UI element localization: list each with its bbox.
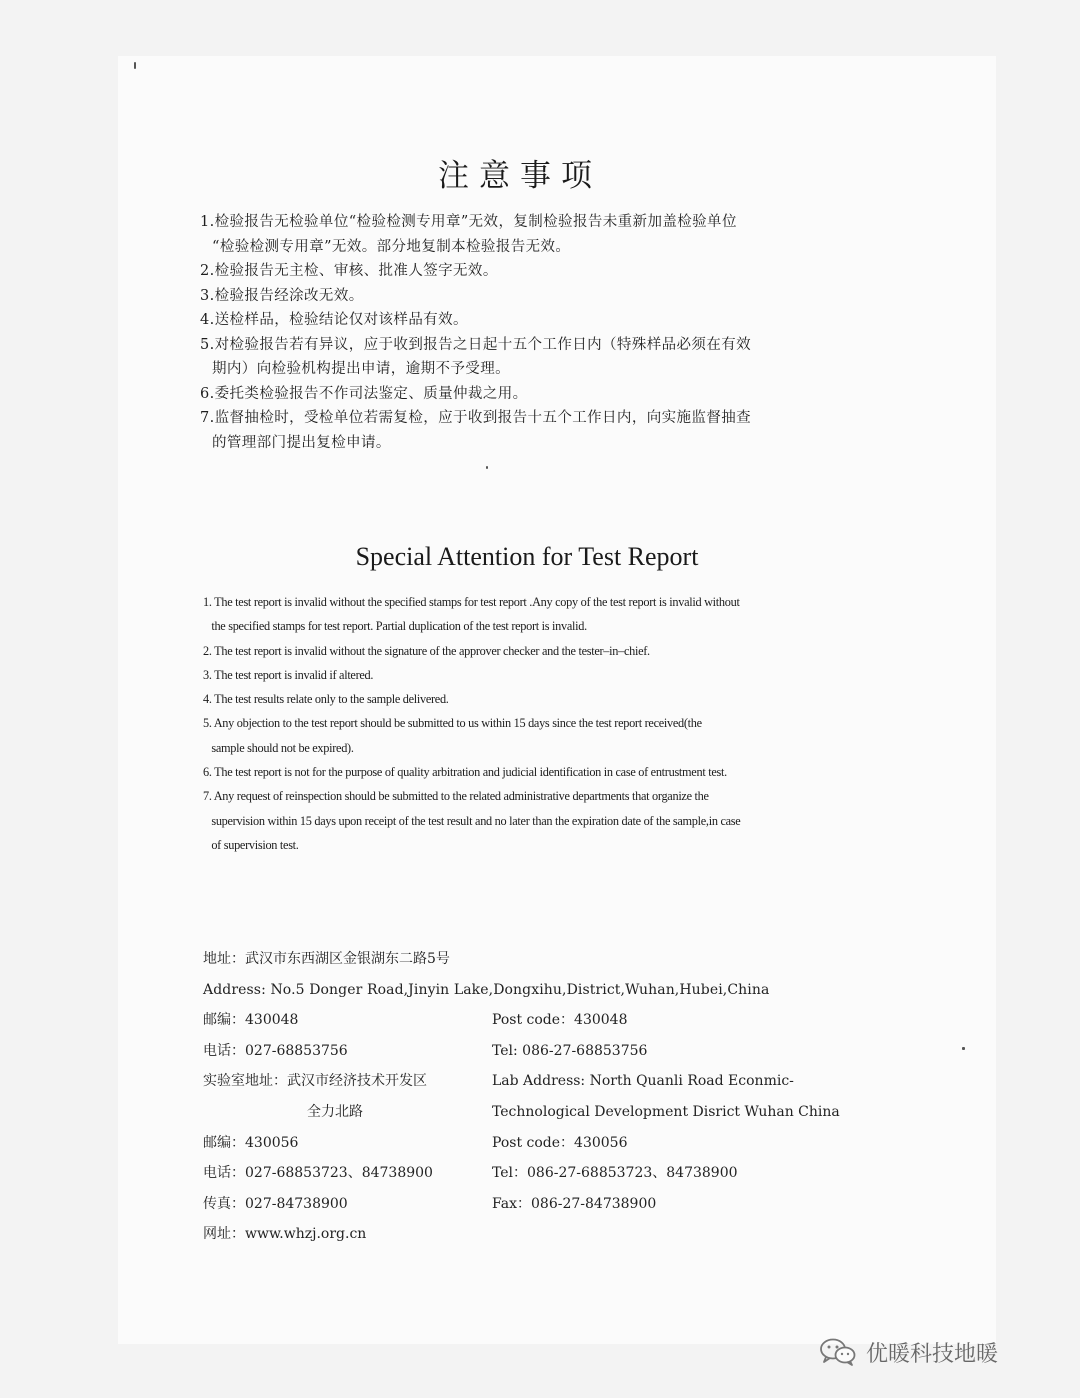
lab-postcode-row xyxy=(203,1128,883,1159)
notice-line-en: 2. The test report is invalid without the signature of the approver checker and the tester–in–chief. xyxy=(203,643,650,658)
fax-cn: 传真：027-84738900 xyxy=(203,1195,348,1212)
notice-title-cn: 注意事项 xyxy=(438,158,602,194)
lab-address-en-cont: Technological Development Disrict Wuhan China xyxy=(492,1103,840,1120)
tel-cn: 电话：027-68853756 xyxy=(203,1042,348,1059)
notice-line-cn: 2.检验报告无主检、审核、批准人签字无效。 xyxy=(200,263,498,279)
postcode-row xyxy=(203,1005,883,1036)
notice-line-cn: 1.检验报告无检验单位“检验检测专用章”无效，复制检验报告未重新加盖检验单位 xyxy=(200,214,737,230)
watermark-text: 优暖科技地暖 xyxy=(866,1341,999,1367)
notice-line-cn: 3.检验报告经涂改无效。 xyxy=(200,287,364,304)
lab-tel-row xyxy=(203,1158,883,1189)
notice-title-en: Special Attention for Test Report xyxy=(355,542,699,571)
notice-line-en: supervision within 15 days upon receipt of the test result and no later than the expiration date of the sample,in case xyxy=(203,813,741,828)
lab-address-cn-cont: 全力北路 xyxy=(307,1103,363,1120)
notice-line-en: 5. Any objection to the test report should be submitted to us within 15 days since the test report received(the xyxy=(203,716,702,731)
notice-line-en: the specified stamps for test report. Partial duplication of the test report is invalid. xyxy=(203,619,587,634)
address-cn: 地址：武汉市东西湖区金银湖东二路5号 xyxy=(203,951,450,967)
watermark xyxy=(818,1330,998,1374)
notice-line-cn: 4.送检样品，检验结论仅对该样品有效。 xyxy=(200,312,468,328)
fax-row xyxy=(203,1189,883,1220)
address-en: Address: No.5 Donger Road,Jinyin Lake,Dongxihu,District,Wuhan,Hubei,China xyxy=(203,981,770,998)
scan-speck xyxy=(962,1047,965,1050)
address-cn-row xyxy=(203,944,883,975)
notice-line-cn: 期内）向检验机构提出申请，逾期不予受理。 xyxy=(212,361,510,377)
lab-tel-cn: 电话：027-68853723、84738900 xyxy=(203,1165,433,1182)
tel-row xyxy=(203,1036,883,1067)
address-en-row xyxy=(203,975,883,1006)
postcode-cn: 邮编：430048 xyxy=(203,1012,299,1029)
notice-line-en: 6. The test report is not for the purpose of quality arbitration and judicial identification in case of entrustment test. xyxy=(203,765,727,780)
notice-line-cn: 5.对检验报告若有异议，应于收到报告之日起十五个工作日内（特殊样品必须在有效 xyxy=(200,336,752,353)
lab-address-row-2 xyxy=(203,1097,883,1128)
notice-list-cn xyxy=(200,210,880,455)
fax-en: Fax：086-27-84738900 xyxy=(492,1195,657,1212)
lab-postcode-en: Post code：430056 xyxy=(492,1134,628,1151)
lab-address-en: Lab Address: North Quanli Road Econmic- xyxy=(492,1073,794,1090)
notice-list-en xyxy=(203,590,863,857)
notice-line-en: 4. The test results relate only to the sample delivered. xyxy=(203,692,449,707)
notice-line-en: sample should not be expired). xyxy=(203,740,354,755)
notice-line-cn: 7.监督抽检时，受检单位若需复检，应于收到报告十五个工作日内，向实施监督抽查 xyxy=(200,410,752,426)
lab-postcode-cn: 邮编：430056 xyxy=(203,1134,299,1151)
scan-speck xyxy=(486,466,488,469)
notice-line-en: of supervision test. xyxy=(203,837,299,852)
notice-line-en: 1. The test report is invalid without the specified stamps for test report .Any copy of the test report is invalid without xyxy=(203,595,740,609)
lab-address-row xyxy=(203,1066,883,1097)
notice-line-cn: 6.委托类检验报告不作司法鉴定、质量仲裁之用。 xyxy=(200,385,528,402)
wechat-icon xyxy=(818,1337,858,1367)
website: 网址：www.whzj.org.cn xyxy=(203,1226,367,1243)
website-row xyxy=(203,1219,883,1250)
notice-line-cn: “检验检测专用章”无效。部分地复制本检验报告无效。 xyxy=(212,238,571,255)
tel-en: Tel: 086-27-68853756 xyxy=(492,1042,648,1059)
notice-line-cn: 的管理部门提出复检申请。 xyxy=(212,434,391,451)
notice-line-en: 3. The test report is invalid if altered. xyxy=(203,667,374,682)
notice-line-en: 7. Any request of reinspection should be submitted to the related administrative departments that organize the xyxy=(203,789,709,804)
lab-tel-en: Tel：086-27-68853723、84738900 xyxy=(492,1165,738,1182)
scan-speck xyxy=(134,62,136,69)
lab-address-cn: 实验室地址：武汉市经济技术开发区 xyxy=(203,1073,427,1090)
postcode-en: Post code：430048 xyxy=(492,1012,628,1029)
contact-block xyxy=(203,944,883,1250)
